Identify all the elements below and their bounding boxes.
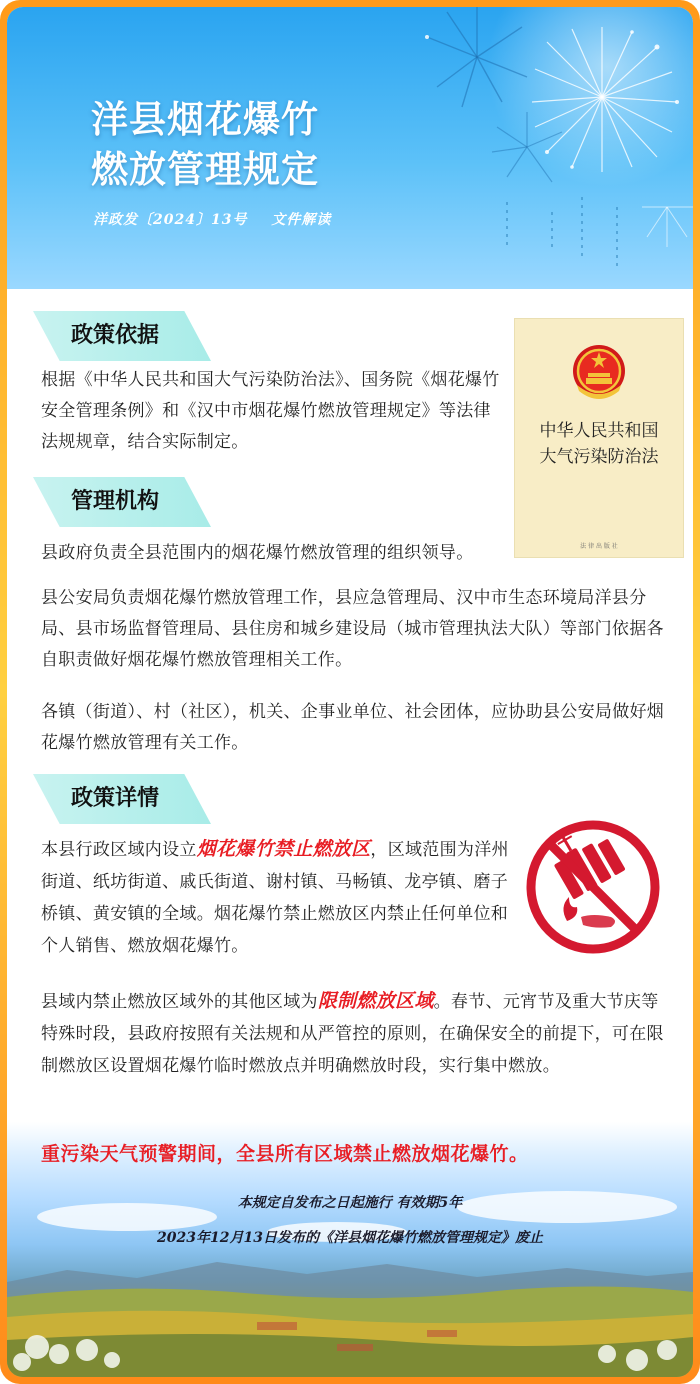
section-heading-agency: 管理机构 <box>71 489 160 514</box>
details-p1-before: 本县行政区域内设立 <box>41 840 197 860</box>
details-paragraph-1 <box>41 833 509 962</box>
law-book-cover <box>514 318 684 558</box>
agency-paragraph-2: 县公安局负责烟花爆竹燃放管理工作，县应急管理局、汉中市生态环境局洋县分局、县市场监督管理局、县住房和城乡建设局（城市管理执法大队）等部门依据各自职责做好烟花爆竹燃放管理相关工作。 <box>41 588 664 670</box>
page-content <box>7 7 693 1377</box>
details-p2-before: 县域内禁止燃放区域外的其他区域为 <box>41 992 318 1012</box>
section-heading-basis: 政策依据 <box>71 323 160 348</box>
restricted-zone-highlight: 限制燃放区域 <box>317 990 434 1012</box>
book-title-line-2: 大气污染防治法 <box>539 447 659 467</box>
details-p2-after: 。春节、元宵节及重大节庆等特殊时段，县政府按照有关法规和从严管控的原则，在确保安全的前提下，可在限制燃放区设置烟花爆竹临时燃放点并明确燃放时段，实行集中燃放。 <box>41 992 664 1076</box>
book-publisher: 法 律 出 版 社 <box>580 543 618 550</box>
repeal-note: 2023年12月13日发布的《洋县烟花爆竹燃放管理规定》废止 <box>157 1230 543 1246</box>
document-number: 洋政发〔2024〕13号 <box>93 212 248 228</box>
title-line-1: 洋县烟花爆竹 <box>91 98 319 141</box>
header-banner <box>7 7 693 289</box>
agency-paragraph-1: 县政府负责全县范围内的烟花爆竹燃放管理的组织领导。 <box>41 543 474 563</box>
details-p1-after: ，区域范围为洋州街道、纸坊街道、戚氏街道、谢村镇、马畅镇、龙亭镇、磨子桥镇、黄安镇的全域。烟花爆竹禁止燃放区内禁止任何单位和个人销售、燃放烟花爆竹。 <box>41 840 509 956</box>
document-label: 文件解读 <box>271 212 332 228</box>
no-fireworks-zone-highlight: 烟花爆竹禁止燃放区 <box>196 838 371 860</box>
no-fireworks-icon <box>523 817 663 957</box>
book-title-line-1: 中华人民共和国 <box>539 421 659 441</box>
agency-paragraph-3: 各镇（街道）、村（社区），机关、企事业单位、社会团体，应协助县公安局做好烟花爆竹燃放管理有关工作。 <box>41 702 665 753</box>
national-emblem-icon <box>569 341 629 405</box>
document-reference <box>93 209 349 229</box>
page-title <box>91 95 319 195</box>
section-heading-details: 政策详情 <box>71 786 160 811</box>
basis-paragraph: 根据《中华人民共和国大气污染防治法》、国务院《烟花爆竹安全管理条例》和《汉中市烟花爆竹燃放管理规定》等法律法规规章，结合实际制定。 <box>41 370 500 452</box>
pollution-warning-notice: 重污染天气预警期间，全县所有区域禁止燃放烟花爆竹。 <box>41 1143 529 1165</box>
title-line-2: 燃放管理规定 <box>91 148 319 191</box>
effective-date-note: 本规定自发布之日起施行 有效期5年 <box>237 1195 463 1211</box>
details-paragraph-2 <box>41 985 666 1082</box>
